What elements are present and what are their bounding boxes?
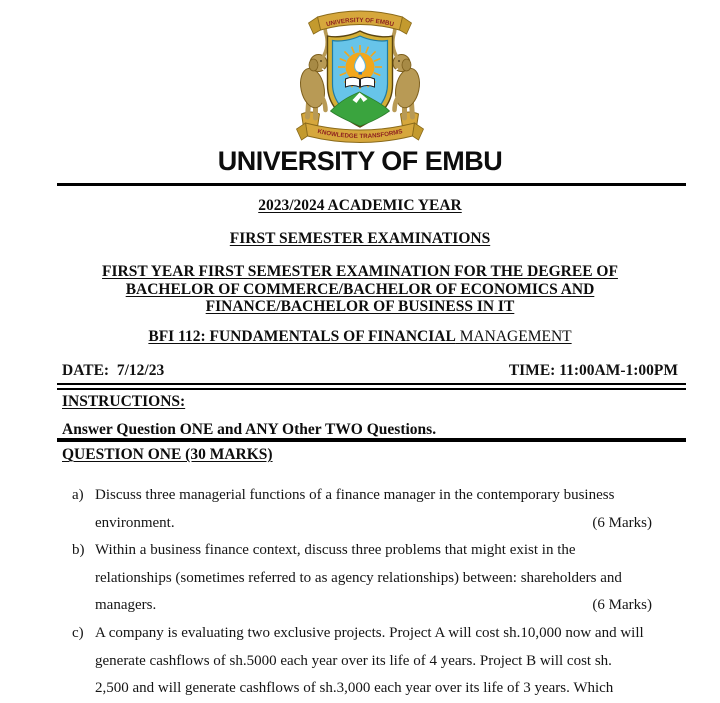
question-text: Discuss three managerial functions of a finance manager in the contemporary business (95, 487, 615, 503)
question-line (72, 482, 652, 510)
question-line (72, 537, 652, 565)
part-label: b) (72, 542, 85, 559)
question-text: environment. (95, 514, 175, 531)
question-line (72, 510, 652, 538)
question-text: Within a business finance context, discuss three problems that might exist in the (95, 542, 576, 559)
double-divider (57, 383, 686, 390)
section-divider (57, 438, 686, 442)
lamp-base (359, 72, 363, 75)
question-line (72, 620, 652, 648)
exam-time: TIME: 11:00AM-1:00PM (508, 362, 678, 379)
bottom-banner-text: KNOWLEDGE TRANSFORMS (316, 128, 404, 141)
book-icon (346, 77, 375, 87)
part-label: a) (72, 487, 84, 503)
part-label: c) (72, 624, 84, 641)
marks-label: (6 Marks) (592, 597, 652, 614)
academic-year-heading: 2023/2024 ACADEMIC YEAR (258, 197, 462, 214)
course-code-bold: BFI 112: FUNDAMENTALS OF FINANCIAL (148, 328, 456, 345)
elephant-left-icon (297, 20, 329, 133)
question-part-c (72, 620, 652, 703)
degree-line-3: FINANCE/BACHELOR OF BUSINESS IN IT (205, 298, 515, 316)
semester-heading: FIRST SEMESTER EXAMINATIONS (229, 230, 491, 247)
university-crest-logo (273, 3, 448, 145)
degree-line-1: FIRST YEAR FIRST SEMESTER EXAMINATION FOR THE DEGREE OF (102, 263, 618, 280)
university-name: UNIVERSITY OF EMBU (217, 146, 503, 176)
question-line (72, 648, 652, 676)
question-text: A company is evaluating two exclusive projects. Project A will cost sh.10,000 now and will (95, 624, 644, 641)
question-line (72, 675, 652, 703)
exam-date: DATE: 7/12/23 (62, 362, 165, 379)
question-part-b (72, 537, 652, 620)
marks-label: (6 Marks) (592, 514, 652, 531)
question-one-body (72, 482, 652, 703)
degree-title (0, 263, 720, 316)
top-banner-text: UNIVERSITY OF EMBU (325, 16, 395, 29)
question-text: 2,500 and will generate cashflows of sh.3,000 each year over its life of 3 years. Which (95, 680, 614, 697)
elephant-right-icon (391, 20, 423, 133)
question-text: relationships (sometimes referred to as agency relationships) between: shareholders and (95, 569, 622, 586)
exam-date-time-row (62, 362, 678, 380)
degree-line-2: BACHELOR OF COMMERCE/BACHELOR OF ECONOMICS AND (125, 280, 595, 298)
course-code-heading (0, 328, 720, 346)
question-line (72, 592, 652, 620)
question-one-heading: QUESTION ONE (30 MARKS) (62, 446, 273, 463)
question-text: managers. (95, 597, 157, 614)
question-part-a (72, 482, 652, 537)
header-divider (57, 183, 686, 186)
question-line (72, 565, 652, 593)
question-text: generate cashflows of sh.5000 each year over its life of 4 years. Project B will cost sh. (95, 652, 612, 669)
instructions-heading: INSTRUCTIONS: (62, 393, 186, 410)
course-code-regular: MANAGEMENT (455, 328, 572, 345)
instructions-rubric: Answer Question ONE and ANY Other TWO Questions. (62, 421, 437, 438)
